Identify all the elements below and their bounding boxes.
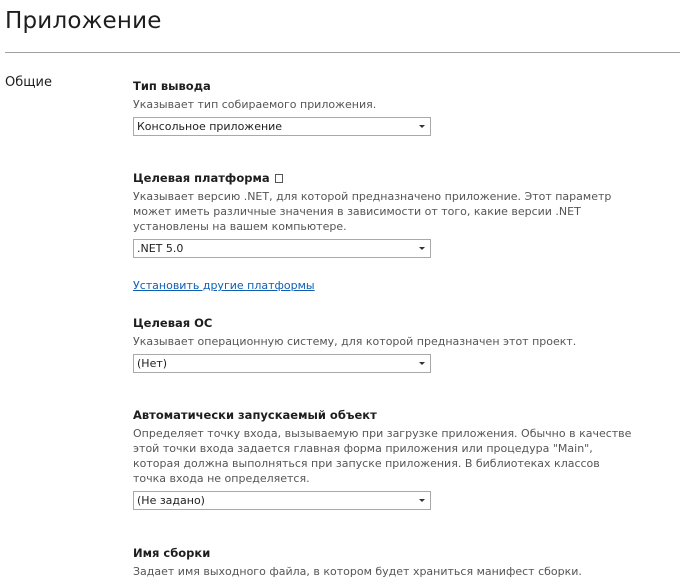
chevron-down-icon bbox=[419, 362, 425, 365]
install-other-frameworks-link[interactable]: Установить другие платформы bbox=[133, 279, 315, 292]
assembly-name-label: Имя сборки bbox=[133, 546, 211, 560]
target-os-description: Указывает операционную систему, для которой предназначен этот проект. bbox=[133, 335, 577, 348]
output-type-select[interactable] bbox=[133, 117, 431, 136]
nav-section-general[interactable]: Общие bbox=[5, 75, 52, 90]
title-divider bbox=[5, 52, 680, 53]
target-os-label: Целевая ОС bbox=[133, 316, 213, 330]
target-framework-select[interactable] bbox=[133, 239, 431, 258]
info-icon[interactable] bbox=[275, 174, 283, 183]
page-title: Приложение bbox=[5, 8, 162, 34]
target-framework-description: Указывает версию .NET, для которой предназначено приложение. Этот параметр может иметь различные значения в зависимости от того, какие версии .NET установлены на вашем компьютере. bbox=[133, 190, 612, 233]
assembly-name-group bbox=[133, 545, 633, 579]
output-type-label: Тип вывода bbox=[133, 79, 211, 93]
target-os-group bbox=[133, 315, 633, 373]
startup-object-select[interactable] bbox=[133, 491, 431, 510]
startup-object-description: Определяет точку входа, вызываемую при загрузке приложения. Обычно в качестве этой точки входа задается главная форма приложения или процедура "Main", которая должна выполняться при запуске приложения. В библиотеках классов точка входа не определяется. bbox=[133, 427, 632, 485]
target-os-select[interactable] bbox=[133, 354, 431, 373]
output-type-value: Консольное приложение bbox=[137, 120, 283, 133]
output-type-description: Указывает тип собираемого приложения. bbox=[133, 98, 377, 111]
output-type-group bbox=[133, 78, 633, 136]
chevron-down-icon bbox=[419, 247, 425, 250]
target-framework-value: .NET 5.0 bbox=[137, 242, 184, 255]
assembly-name-description: Задает имя выходного файла, в котором будет храниться манифест сборки. bbox=[133, 565, 582, 578]
target-framework-title bbox=[133, 170, 633, 186]
startup-object-value: (Не задано) bbox=[137, 494, 205, 507]
startup-object-group bbox=[133, 407, 633, 510]
target-framework-group bbox=[133, 170, 633, 293]
target-os-value: (Нет) bbox=[137, 357, 168, 370]
install-link-row bbox=[133, 274, 633, 293]
startup-object-label: Автоматически запускаемый объект bbox=[133, 408, 377, 422]
chevron-down-icon bbox=[419, 499, 425, 502]
target-framework-label: Целевая платформа bbox=[133, 171, 270, 185]
chevron-down-icon bbox=[419, 125, 425, 128]
